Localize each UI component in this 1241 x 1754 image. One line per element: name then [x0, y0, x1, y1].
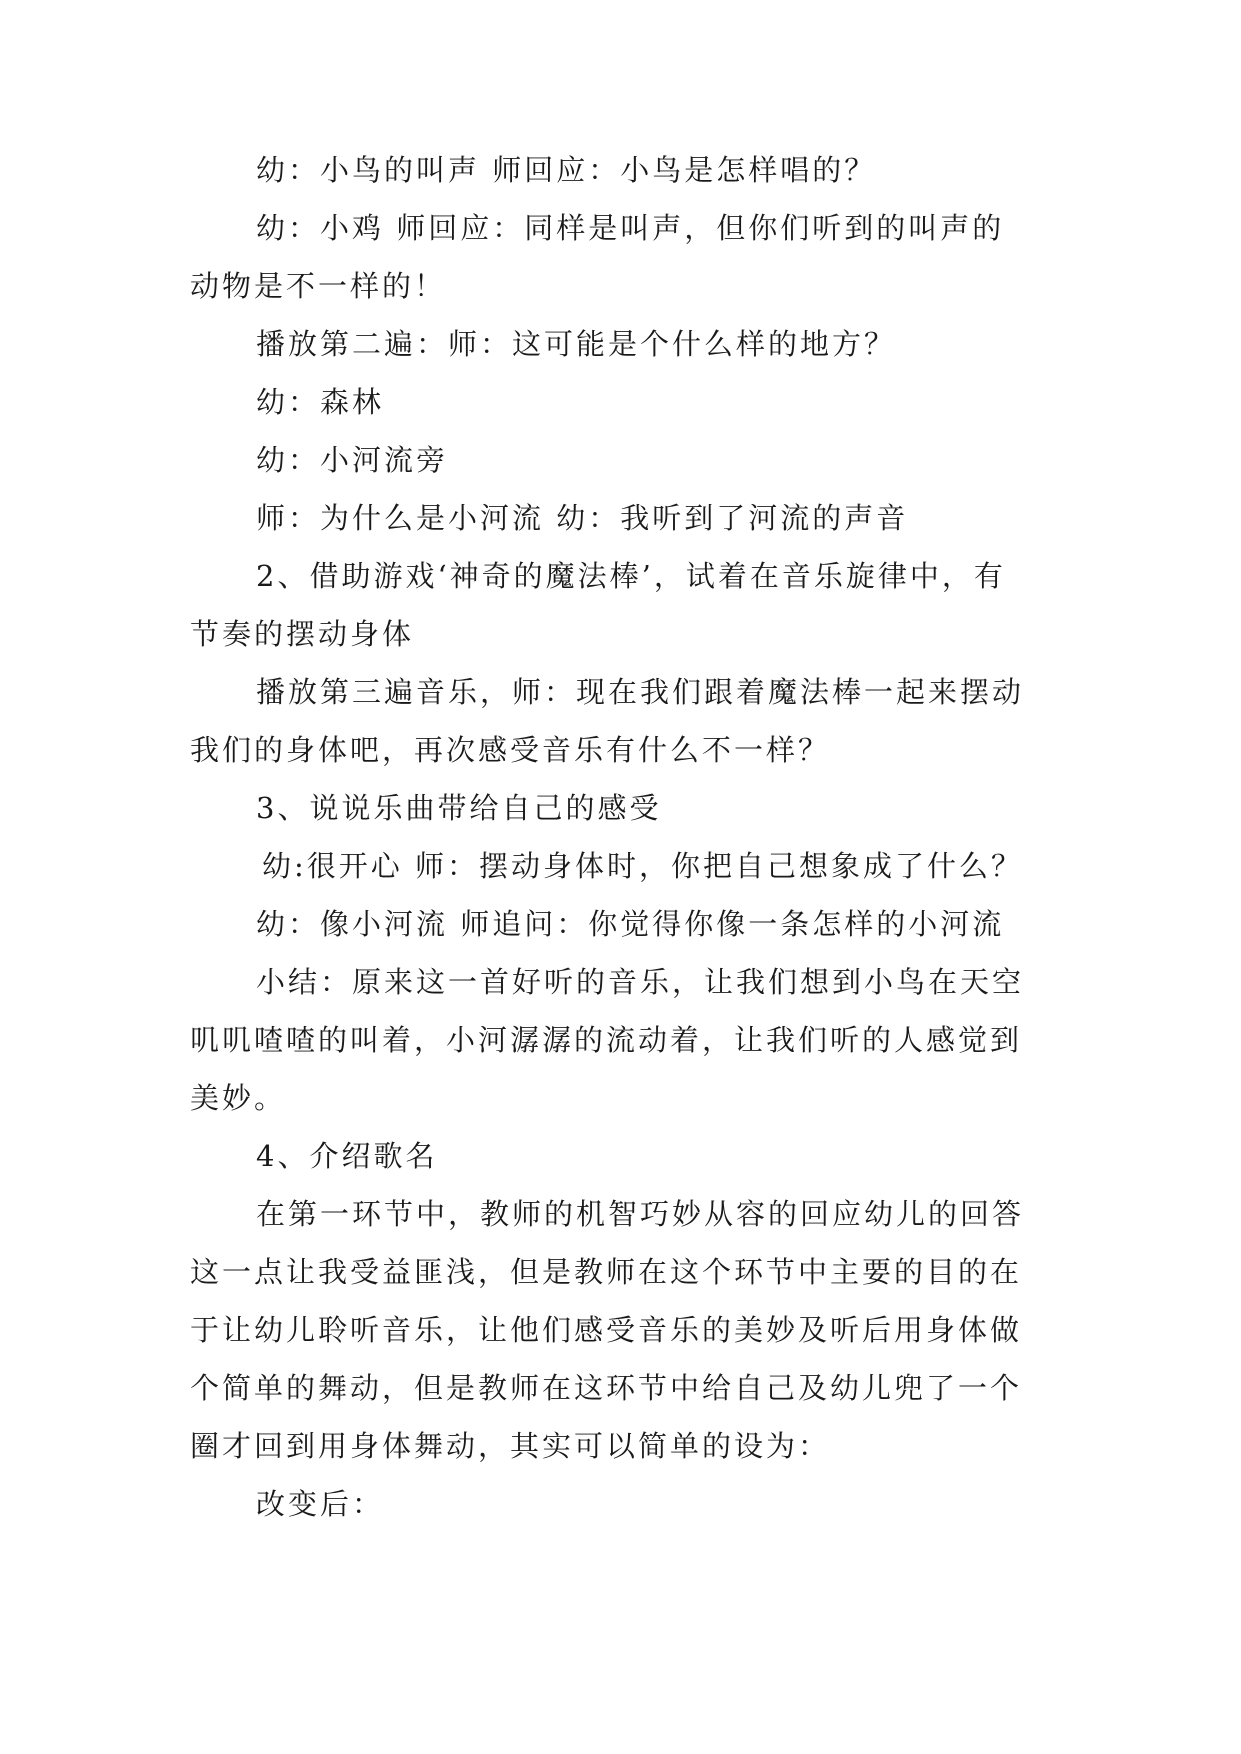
paragraph-line: 幼：小河流旁: [256, 443, 449, 477]
paragraph-line: 2、借助游戏‘神奇的魔法棒’，试着在音乐旋律中，有: [256, 559, 1006, 593]
paragraph-line: 幼：小鸡 师回应：同样是叫声，但你们听到的叫声的: [256, 211, 1005, 245]
paragraph-line: 播放第三遍音乐，师：现在我们跟着魔法棒一起来摆动: [256, 675, 1025, 709]
paragraph-line: 动物是不一样的！: [190, 269, 447, 303]
paragraph-line: 节奏的摆动身体: [190, 617, 415, 651]
paragraph-line: 小结：原来这一首好听的音乐，让我们想到小鸟在天空: [256, 965, 1025, 999]
paragraph-line: 个简单的舞动，但是教师在这环节中给自己及幼儿兜了一个: [190, 1371, 1023, 1405]
paragraph-line: 我们的身体吧，再次感受音乐有什么不一样？: [190, 733, 831, 767]
paragraph-line: 师：为什么是小河流 幼：我听到了河流的声音: [256, 501, 909, 535]
paragraph-line: 幼：小鸟的叫声 师回应：小鸟是怎样唱的？: [256, 153, 877, 187]
paragraph-line: 播放第二遍：师：这可能是个什么样的地方？: [256, 327, 897, 361]
paragraph-line: 在第一环节中，教师的机智巧妙从容的回应幼儿的回答: [256, 1197, 1025, 1231]
paragraph-line: 于让幼儿聆听音乐，让他们感受音乐的美妙及听后用身体做: [190, 1313, 1023, 1347]
paragraph-line: 幼:很开心 师：摆动身体时，你把自己想象成了什么？: [262, 849, 1023, 883]
paragraph-line: 4、介绍歌名: [256, 1139, 438, 1173]
paragraph-line: 改变后：: [256, 1487, 385, 1521]
paragraph-line: 美妙。: [190, 1081, 287, 1115]
paragraph-line: 这一点让我受益匪浅，但是教师在这个环节中主要的目的在: [190, 1255, 1023, 1289]
paragraph-line: 幼：像小河流 师追问：你觉得你像一条怎样的小河流: [256, 907, 1005, 941]
paragraph-line: 叽叽喳喳的叫着，小河潺潺的流动着，让我们听的人感觉到: [190, 1023, 1023, 1057]
paragraph-line: 幼：森林: [256, 385, 385, 419]
paragraph-line: 3、说说乐曲带给自己的感受: [256, 791, 662, 825]
paragraph-line: 圈才回到用身体舞动，其实可以简单的设为：: [190, 1429, 831, 1463]
